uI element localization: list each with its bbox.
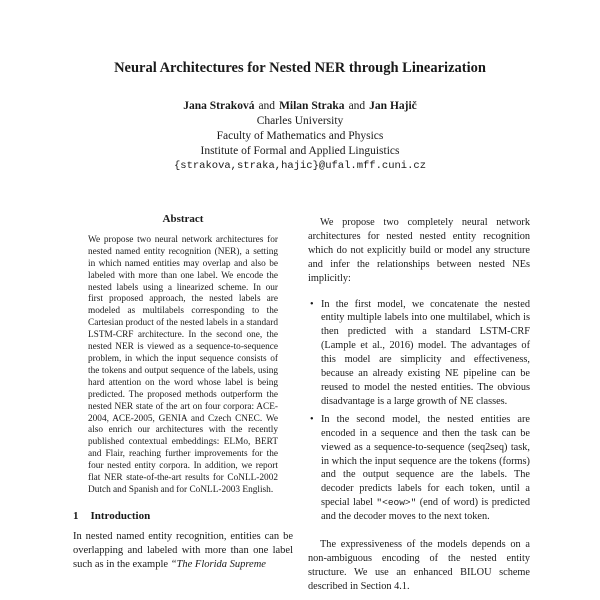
author-email: {strakova,straka,hajic}@ufal.mff.cuni.cz <box>173 160 427 172</box>
bullet-icon: • <box>310 413 314 425</box>
author-2: Milan Straka <box>279 100 345 112</box>
section-number: 1 <box>73 509 79 522</box>
bullet-text-2 <box>321 414 530 522</box>
section-title: Introduction <box>90 509 151 522</box>
bullet-item-2 <box>308 413 530 524</box>
section-heading-introduction <box>73 511 293 523</box>
bullet-text-1: In the first model, we concatenate the nested entity multiple labels into one multilabel, which is then predicted with a standard LSTM-CRF (Lample et al., 2016) model. The advantages of this model are simplicity and effectiveness, because an already existing NE pipeline can be reused to model the nested entities. The obvious disadvantage is a large growth of NE classes. <box>321 298 530 407</box>
affiliation-line-2: Faculty of Mathematics and Physics <box>216 130 384 142</box>
author-names <box>0 99 600 114</box>
bullet-text-2-start: In the second model, the nested entities are encoded in a sequence and then the task can be viewed as a sequence-to-sequence (seq2seq) task, in which the input sequence are the tokens (forms) and the output sequence are the labels. The decoder predicts labels for each token, until a special label <box>321 413 530 509</box>
bullet-icon: • <box>310 298 314 310</box>
author-3: Jan Hajič <box>369 100 417 112</box>
author-block <box>0 99 600 174</box>
eow-token: "<eow>" <box>376 497 417 509</box>
abstract-heading: Abstract <box>162 213 204 225</box>
bullet-text-2-end: (end of word) is predicted and the decoder moves to the next token. <box>321 497 531 523</box>
affiliation-line-3: Institute of Formal and Applied Linguistics <box>200 145 400 157</box>
introduction-text <box>73 530 293 572</box>
and-2: and <box>348 100 366 112</box>
paper-title: Neural Architectures for Nested NER through Linearization <box>114 60 486 76</box>
bullet-list <box>308 298 530 525</box>
author-1: Jana Straková <box>183 100 255 112</box>
introduction-text-italic: “The Florida Supreme <box>170 558 266 570</box>
abstract-text: We propose two neural network architectures for nested named entity recognition (NER), a setting in which named entities may overlap and also be labeled with more than one label. We encode the nested labels using a linearized scheme. In our first proposed approach, the nested labels are modeled as multilabels corresponding to the Cartesian product of the nested labels in a standard LSTM-CRF architecture. In the second one, the nested NER is viewed as a sequence-to-sequence problem, in which the input sequence consists of the tokens and output sequence of the labels, using hard attention on the word whose label is being predicted. The proposed methods outperform the nested NER state of the art on four corpora: ACE-2004, ACE-2005, GENIA and Czech CNEC. We also enrich our architectures with the recently published contextual embeddings: ELMo, BERT and Flair, reaching further improvements for the four nested entity corpora. In addition, we report flat NER state-of-the-art results for CoNLL-2002 Dutch and Spanish and for CoNLL-2003 English. <box>88 234 278 495</box>
left-column <box>73 214 293 572</box>
and-1: and <box>258 100 276 112</box>
introduction-text-start: In nested named entity recognition, entities can be overlapping and labeled with more than one label such as in the example <box>73 530 293 570</box>
bullet-item-1 <box>308 298 530 409</box>
right-column <box>308 216 530 594</box>
affiliation-line-1: Charles University <box>256 115 344 127</box>
right-paragraph-1: We propose two completely neural network architectures for nested nested entity recognition which do not explicitly build or model any structure and infer the relationships between nested NEs implicitly: <box>308 217 530 284</box>
right-paragraph-2: The expressiveness of the models depends on a non-ambiguous encoding of the nested entity structure. We use an enhanced BILOU scheme described in Section 4.1. <box>308 539 530 592</box>
